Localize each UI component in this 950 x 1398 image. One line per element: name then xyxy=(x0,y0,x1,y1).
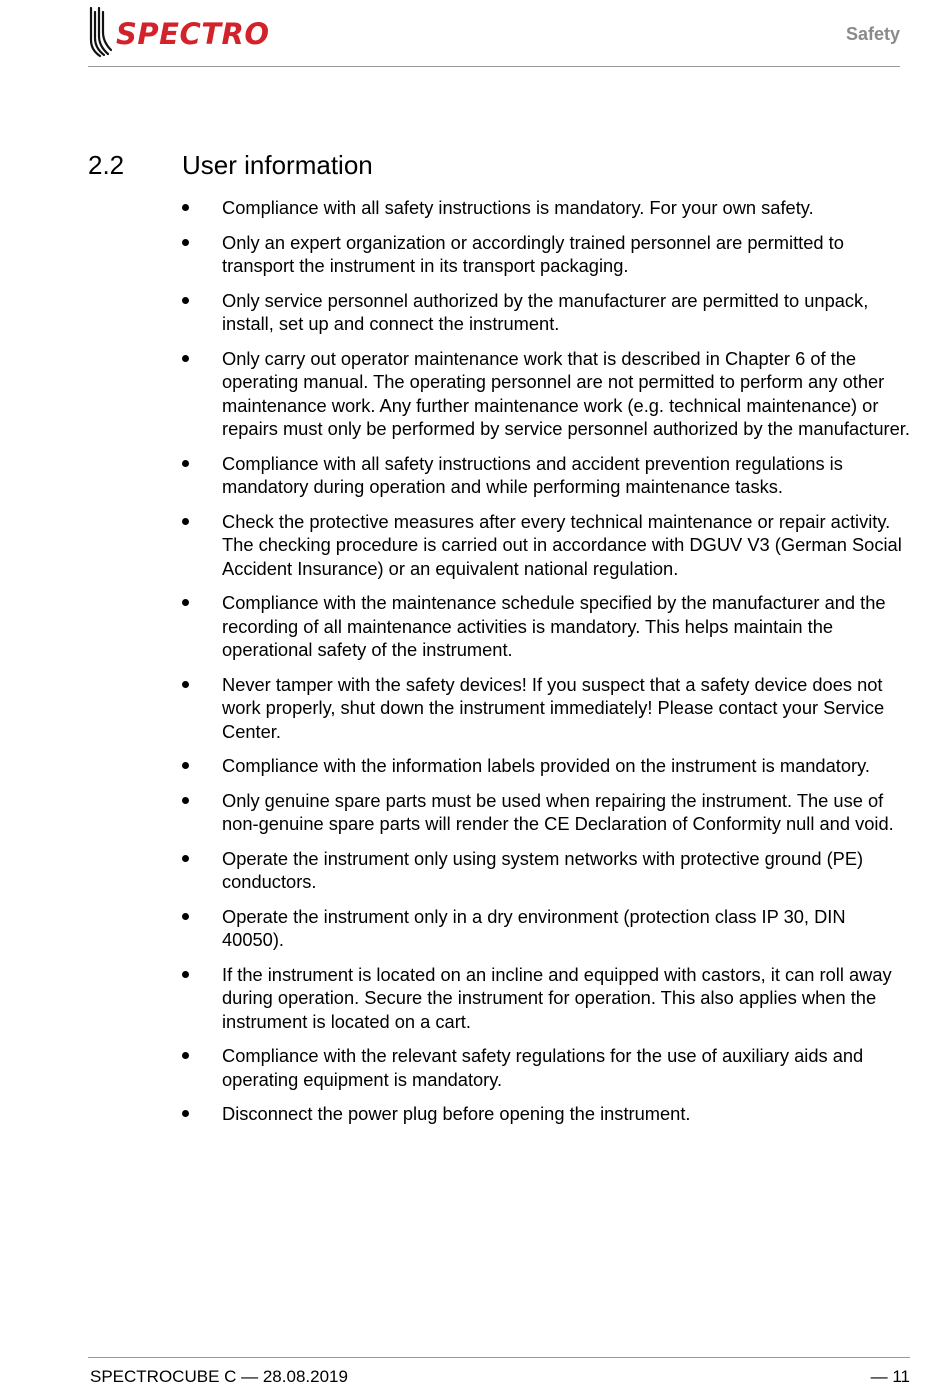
list-item xyxy=(182,963,912,1034)
section-number: 2.2 xyxy=(88,150,125,180)
list-item xyxy=(182,1044,912,1091)
user-information-list xyxy=(182,196,912,1137)
spectro-logo xyxy=(88,6,270,58)
page-footer xyxy=(88,1357,910,1398)
footer-document-info: SPECTROCUBE C — 28.08.2019 xyxy=(90,1367,348,1386)
bullet-icon xyxy=(182,355,189,362)
bullet-icon xyxy=(182,855,189,862)
list-item-text: Operate the instrument only using system networks with protective ground (PE) conductors. xyxy=(222,847,864,892)
list-item xyxy=(182,1102,912,1126)
bullet-icon xyxy=(182,239,189,246)
list-item xyxy=(182,754,912,778)
list-item-text: Only genuine spare parts must be used when repairing the instrument. The use of non-genuine spare parts will render the CE Declaration of Conformity null and void. xyxy=(222,789,894,834)
bullet-icon xyxy=(182,518,189,525)
list-item xyxy=(182,289,912,336)
list-item xyxy=(182,847,912,894)
bullet-icon xyxy=(182,460,189,467)
bullet-icon xyxy=(182,1052,189,1059)
section-heading xyxy=(88,150,373,181)
list-item-text: Operate the instrument only in a dry environment (protection class IP 30, DIN 40050). xyxy=(222,905,846,950)
bullet-icon xyxy=(182,971,189,978)
list-item xyxy=(182,231,912,278)
header-section-title: Safety xyxy=(845,24,900,44)
bullet-icon xyxy=(182,204,189,211)
bullet-icon xyxy=(182,762,189,769)
list-item-text: Compliance with the relevant safety regulations for the use of auxiliary aids and operating equipment is mandatory. xyxy=(222,1045,864,1090)
list-item-text: Compliance with the information labels provided on the instrument is mandatory. xyxy=(222,755,870,776)
list-item xyxy=(182,510,912,581)
footer-page-number: — 11 xyxy=(870,1367,910,1386)
list-item xyxy=(182,452,912,499)
list-item-text: If the instrument is located on an incline and equipped with castors, it can roll away during operation. Secure the instrument for operation. This also applies when the instrument is located on a cart. xyxy=(222,963,892,1032)
list-item-text: Check the protective measures after every technical maintenance or repair activity. The checking procedure is carried out in accordance with DGUV V3 (German Social Accident Insurance) or an equivalent national regulation. xyxy=(222,510,902,579)
list-item-text: Only carry out operator maintenance work that is described in Chapter 6 of the operating manual. The operating personnel are not permitted to perform any other maintenance work. Any further maintenance work (e.g. technical maintenance) or repairs must only be performed by service personnel authorized by the manufacturer. xyxy=(222,347,910,439)
list-item-text: Compliance with all safety instructions is mandatory. For your own safety. xyxy=(222,197,814,218)
page-header xyxy=(88,0,900,67)
list-item-text: Disconnect the power plug before opening the instrument. xyxy=(222,1103,691,1124)
bullet-icon xyxy=(182,681,189,688)
bullet-icon xyxy=(182,913,189,920)
list-item-text: Compliance with the maintenance schedule specified by the manufacturer and the recording of all maintenance activities is mandatory. This helps maintain the operational safety of the instrument. xyxy=(222,592,886,660)
list-item xyxy=(182,347,912,441)
list-item xyxy=(182,789,912,836)
bullet-icon xyxy=(182,599,189,606)
section-title: User information xyxy=(182,150,373,180)
list-item-text: Never tamper with the safety devices! If you suspect that a safety device does not work properly, shut down the instrument immediately! Please contact your Service Center. xyxy=(222,673,885,742)
list-item xyxy=(182,673,912,744)
list-item-text: Only service personnel authorized by the manufacturer are permitted to unpack, install, set up and connect the instrument. xyxy=(222,289,869,334)
list-item-text: Only an expert organization or accordingly trained personnel are permitted to transport the instrument in its transport packaging. xyxy=(222,231,844,276)
bullet-icon xyxy=(182,297,189,304)
list-item xyxy=(182,591,912,662)
list-item-text: Compliance with all safety instructions and accident prevention regulations is mandatory during operation and while performing maintenance tasks. xyxy=(222,452,843,497)
spectro-logo-icon xyxy=(88,6,112,58)
list-item xyxy=(182,196,912,220)
list-item xyxy=(182,905,912,952)
bullet-icon xyxy=(182,797,189,804)
bullet-icon xyxy=(182,1110,189,1117)
logo-wordmark: SPECTRO xyxy=(116,17,270,51)
